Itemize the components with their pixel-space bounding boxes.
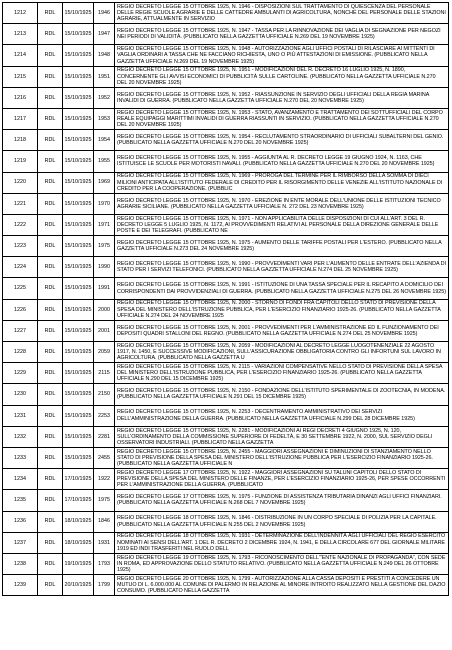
decree-type-cell: RDL xyxy=(38,363,63,384)
decree-description-text: REGIO DECRETO LEGGE 19 OTTOBRE 1925, N. 1793 - RICONOSCIMENTO DELL'"ENTE NAZIONALE DI PROPAGANDA", CON SEDE IN ROMA, ED APPROVAZIONE DELLO STATUTO RELATIVO. (PUBBLICATO NELLA GAZZETTA UFFICIALE N.249 DEL 26 OTTOBRE 1925) xyxy=(117,554,446,574)
decree-description-cell xyxy=(115,575,449,596)
table-row xyxy=(3,553,449,574)
decree-type-cell: RDL xyxy=(38,24,63,45)
decree-description-cell xyxy=(115,172,449,193)
table-row xyxy=(3,405,449,426)
decree-date-cell: 15/10/1925 xyxy=(63,405,94,426)
decree-description-text: REGIO DECRETO LEGGE 20 OTTOBRE 1925, N. 1799 - AUTORIZZAZIONE ALLA CASSA DEPOSITI E PRESTITI A CONCEDERE UN MUTUO DI L. 6.000.000 AL COMUNE DI PALERMO IN RELAZIONE AL MINORE INTROITO REALIZZATO NELLA GESTIONE DEL DAZIO CONSUMO. (PUBBLICATO NELLA GAZZETTA xyxy=(117,575,446,595)
decree-description-cell xyxy=(115,342,449,363)
decree-date-cell: 15/10/1925 xyxy=(63,236,94,257)
decree-description-text: REGIO DECRETO LEGGE 15 OTTOBRE 1925, N. 2253 - DECENTRAMENTO AMMINISTRATIVO DEI SERVIZI DELL'AMMINISTRAZIONE DELLA GUERRA. (PUBBLICATO NELLA GAZZETTA UFFICIALE N.299 DEL 28 DICEMBRE 1925) xyxy=(117,409,415,422)
table-row xyxy=(3,384,449,405)
table-row xyxy=(3,447,449,468)
decree-sequence-cell: 1971 xyxy=(94,214,115,235)
decree-date-cell: 15/10/1925 xyxy=(63,87,94,108)
decree-description-text: REGIO DECRETO LEGGE 15 OTTOBRE 1925, N. 2000 - STORNO DI FONDI FRA CAPITOLI DELLO STATO DI PREVISIONE DELLA SPESA DEL MINISTERO DELL'ISTRUZIONE PUBBLICA, PER L'ESERCIZIO FINANZIARIO 1925-26. (PUBBLICATO NELLA GAZZETTA UFFICIALE N.274 DEL 24 NOVEMBRE 1925 xyxy=(117,300,441,319)
table-row xyxy=(3,257,449,278)
decree-description-text: REGIO DECRETO LEGGE 15 OTTOBRE 1925, N. 2281 - MODIFICAZIONI AI REGI DECRETI 4 GIUGNO 1925, N. 120, SULL'ORDINAMENTO DELLA COMMISSIONE SUPERIORE DI FEDELTÀ, E 30 SETTEMBRE 1922, N. 2000, SUL SERVIZIO DEGLI OSSERVATORI INDUSTRIALI. (PUBBLICATO NELLA GAZZETTA xyxy=(117,427,433,446)
decree-description-text: REGIO DECRETO LEGGE 15 OTTOBRE 1925, N. 1969 - PROROGA DEL TERMINE PER IL RIMBORSO DELLA SOMMA DI DIECI MILIONI ANTICIPATA ALL'ISTITUTO FEDERALE DI CREDITO PER IL RISORGIMENTO DELLE VENEZIE ALL'ISTITUTO NAZIONALE DI CREDITO PER LA COOPERAZIONE. (PUBBLIC xyxy=(117,173,443,192)
decree-type-cell: RDL xyxy=(38,87,63,108)
decree-description-text: REGIO DECRETO LEGGE 15 OTTOBRE 1925, N. 1946 - DISPOSIZIONI SUL TRATTAMENTO DI QUIESCENZA DEL PERSONALE DELLE REGIE SCUOLE AGRARIE E DELLE CATTEDRE AMBULANTI DI AGRICOLTURA, NONCHÉ DEL PERSONALE DELLE STAZIONI AGRARIE, ATTUALMENTE IN SERVIZIO xyxy=(117,3,446,23)
decree-description-text: REGIO DECRETO LEGGE 15 OTTOBRE 1925, N. 1951 - MODIFICAZIONI DEL R. DECRETO 16 LUGLIO 1925, N. 1890, CONCERNENTE GLI AVVISI ECONOMICI DI PUBBLICITÀ SULLE CARTOLINE. (PUBBLICATO NELLA GAZZETTA UFFICIALE N.270 DEL 20 NOVEMBRE 1925) xyxy=(117,67,436,86)
decree-description-text: REGIO DECRETO LEGGE 15 OTTOBRE 1925, N. 1955 - AGGIUNTA AL R. DECRETO LEGGE 19 GIUGNO 1924, N. 1163, CHE ISTITUISCE LE SCUOLE PER MOTORISTI NAVALI. (PUBBLICATO NELLA GAZZETTA UFFICIALE N.270 DEL 20 NOVEMBRE 1925) xyxy=(117,155,435,168)
decree-sequence-cell: 1955 xyxy=(94,151,115,172)
decree-description-cell xyxy=(115,405,449,426)
decree-number-cell: 1216 xyxy=(3,87,38,108)
decree-description-cell xyxy=(115,87,449,108)
decree-date-cell: 15/10/1925 xyxy=(63,45,94,66)
decree-type-cell: RDL xyxy=(38,45,63,66)
decree-description-cell xyxy=(115,45,449,66)
decree-sequence-cell: 2455 xyxy=(94,447,115,468)
decree-registry-table xyxy=(2,2,449,596)
table-row xyxy=(3,342,449,363)
table-row xyxy=(3,193,449,214)
decree-type-cell: RDL xyxy=(38,405,63,426)
decree-type-cell: RDL xyxy=(38,469,63,490)
decree-description-cell xyxy=(115,532,449,553)
decree-sequence-cell: 1991 xyxy=(94,278,115,299)
decree-description-cell xyxy=(115,469,449,490)
table-row xyxy=(3,130,449,151)
decree-sequence-cell: 1793 xyxy=(94,553,115,574)
decree-type-cell: RDL xyxy=(38,342,63,363)
decree-number-cell: 1236 xyxy=(3,511,38,532)
table-row xyxy=(3,320,449,341)
decree-description-cell xyxy=(115,151,449,172)
decree-type-cell: RDL xyxy=(38,553,63,574)
decree-description-cell xyxy=(115,214,449,235)
decree-sequence-cell: 2115 xyxy=(94,363,115,384)
decree-description-text: REGIO DECRETO LEGGE 15 OTTOBRE 1925, N. 2150 - FONDAZIONE DELL'ISTITUTO SPERIMENTALE DI ZOOTECNIA, IN MODENA. (PUBBLICATO NELLA GAZZETTA UFFICIALE N.291 DEL 15 DICEMBRE 1925) xyxy=(117,388,446,401)
decree-sequence-cell: 1953 xyxy=(94,108,115,129)
decree-date-cell: 15/10/1925 xyxy=(63,342,94,363)
decree-number-cell: 1226 xyxy=(3,299,38,320)
decree-description-text: REGIO DECRETO LEGGE 15 OTTOBRE 1925, N. 1953 - STATO, AVANZAMENTO E TRATTAMENTO DEI SOTTUFFICIALI DEL CORPO REALE EQUIPAGGI MARITTIMI INVALIDI DI GUERRA RIASSUNTI IN SERVIZIO. (PUBBLICATO NELLA GAZZETTA UFFICIALE N.270 DEL 20 NOVEMBRE 1925) xyxy=(117,109,443,129)
decree-number-cell: 1214 xyxy=(3,45,38,66)
decree-type-cell: RDL xyxy=(38,384,63,405)
decree-type-cell: RDL xyxy=(38,511,63,532)
table-row xyxy=(3,108,449,129)
decree-sequence-cell: 1990 xyxy=(94,257,115,278)
decree-description-cell xyxy=(115,511,449,532)
decree-sequence-cell: 2059 xyxy=(94,342,115,363)
decree-date-cell: 15/10/1925 xyxy=(63,384,94,405)
decree-description-cell xyxy=(115,236,449,257)
table-row xyxy=(3,236,449,257)
decree-number-cell: 1227 xyxy=(3,320,38,341)
decree-number-cell: 1225 xyxy=(3,278,38,299)
decree-date-cell: 15/10/1925 xyxy=(63,172,94,193)
decree-description-cell xyxy=(115,426,449,447)
decree-date-cell: 15/10/1925 xyxy=(63,24,94,45)
decree-description-text: REGIO DECRETO LEGGE 15 OTTOBRE 1925, N. 2115 - VARIAZIONI COMPENSATIVE NELLO STATO DI PREVISIONE DELLA SPESA DEL MINISTERO DELL'ISTRUZIONE PUBBLICA, PER L'ESERCIZIO FINANZIARIO 1925-26. (PUBBLICATO NELLA GAZZETTA UFFICIALE N.290 DEL 15 DICEMBRE 1925) xyxy=(117,363,443,383)
decree-description-cell xyxy=(115,299,449,320)
decree-type-cell: RDL xyxy=(38,299,63,320)
decree-sequence-cell: 1946 xyxy=(94,3,115,24)
table-row xyxy=(3,214,449,235)
decree-description-text: REGIO DECRETO LEGGE 17 OTTOBRE 1925, N. 1975 - FUNZIONE DI ASSISTENZA TRIBUTARIA DINANZI AGLI UFFICI FINANZIARI. (PUBBLICATO NELLA GAZZETTA UFFICIALE N.268 DEL 7 NOVEMBRE 1925) xyxy=(117,494,442,507)
decree-description-cell xyxy=(115,193,449,214)
decree-number-cell: 1212 xyxy=(3,3,38,24)
decree-sequence-cell: 2253 xyxy=(94,405,115,426)
decree-rows xyxy=(3,3,449,596)
decree-sequence-cell: 2150 xyxy=(94,384,115,405)
decree-date-cell: 17/10/1925 xyxy=(63,469,94,490)
decree-date-cell: 15/10/1925 xyxy=(63,257,94,278)
decree-date-cell: 15/10/1925 xyxy=(63,426,94,447)
decree-sequence-cell: 2000 xyxy=(94,299,115,320)
decree-number-cell: 1221 xyxy=(3,193,38,214)
decree-type-cell: RDL xyxy=(38,532,63,553)
table-row xyxy=(3,172,449,193)
table-row xyxy=(3,575,449,596)
decree-type-cell: RDL xyxy=(38,278,63,299)
table-row xyxy=(3,363,449,384)
table-row xyxy=(3,299,449,320)
table-row xyxy=(3,45,449,66)
table-row xyxy=(3,87,449,108)
decree-sequence-cell: 1954 xyxy=(94,130,115,151)
decree-date-cell: 18/10/1925 xyxy=(63,532,94,553)
decree-description-text: REGIO DECRETO LEGGE 15 OTTOBRE 1925, N. 2059 - MODIFICAZIONI AL DECRETO LEGGE LUOGOTENENZIALE 22 AGOSTO 1917, N. 1450, E SUCCESSIVE MODIFICAZIONI, SULL'ASSICURAZIONE OBBLIGATORIA CONTRO GLI INFORTUNI SUL LAVORO IN AGRICOLTURA. (PUBBLICATO NELLA GAZZETTA U xyxy=(117,342,441,362)
table-row xyxy=(3,426,449,447)
decree-type-cell: RDL xyxy=(38,66,63,87)
decree-number-cell: 1213 xyxy=(3,24,38,45)
decree-sequence-cell: 1975 xyxy=(94,236,115,257)
decree-date-cell: 19/10/1925 xyxy=(63,553,94,574)
decree-number-cell: 1229 xyxy=(3,363,38,384)
decree-type-cell: RDL xyxy=(38,3,63,24)
table-row xyxy=(3,151,449,172)
decree-date-cell: 18/10/1925 xyxy=(63,511,94,532)
decree-sequence-cell: 1931 xyxy=(94,532,115,553)
decree-description-text: REGIO DECRETO LEGGE 18 OTTOBRE 1925, N. 1931 - DETERMINAZIONE DELL'INDENNITÀ AGLI UFFICIALI DEL REGIO ESERCITO NOMINATI AI SENSI DELL'ART. 1 DEL R. DECRETO 2 DICEMBRE 1924, N. 1941, E DELLA CIRCOLARE 677 DEL GIORNALE MILITARE 1919 ED INDI TRASFERITI NEL RUOLO DELL xyxy=(117,533,446,552)
decree-date-cell: 15/10/1925 xyxy=(63,447,94,468)
decree-sequence-cell: 1975 xyxy=(94,490,115,511)
decree-date-cell: 15/10/1925 xyxy=(63,151,94,172)
decree-number-cell: 1215 xyxy=(3,66,38,87)
table-row xyxy=(3,490,449,511)
decree-number-cell: 1239 xyxy=(3,575,38,596)
decree-type-cell: RDL xyxy=(38,236,63,257)
table-row xyxy=(3,278,449,299)
decree-date-cell: 15/10/1925 xyxy=(63,363,94,384)
table-row xyxy=(3,532,449,553)
decree-description-cell xyxy=(115,490,449,511)
table-row xyxy=(3,469,449,490)
decree-description-text: REGIO DECRETO LEGGE 15 OTTOBRE 1925, N. 1954 - RECLUTAMENTO STRAORDINARIO DI UFFICIALI SUBALTERNI DEL GENIO. (PUBBLICATO NELLA GAZZETTA UFFICIALE N.270 DEL 20 NOVEMBRE 1925) xyxy=(117,134,444,147)
decree-sequence-cell: 1948 xyxy=(94,45,115,66)
decree-description-cell xyxy=(115,24,449,45)
decree-date-cell: 15/10/1925 xyxy=(63,66,94,87)
decree-sequence-cell: 1969 xyxy=(94,172,115,193)
decree-number-cell: 1238 xyxy=(3,553,38,574)
decree-type-cell: RDL xyxy=(38,130,63,151)
table-row xyxy=(3,66,449,87)
decree-date-cell: 15/10/1925 xyxy=(63,320,94,341)
decree-number-cell: 1234 xyxy=(3,469,38,490)
decree-type-cell: RDL xyxy=(38,193,63,214)
table-row xyxy=(3,24,449,45)
decree-type-cell: RDL xyxy=(38,257,63,278)
decree-number-cell: 1222 xyxy=(3,214,38,235)
decree-description-cell xyxy=(115,363,449,384)
decree-description-cell xyxy=(115,384,449,405)
decree-description-cell xyxy=(115,447,449,468)
decree-description-text: REGIO DECRETO LEGGE 15 OTTOBRE 1925, N. 1990 - PROVVEDIMENTI VARI PER L'AUMENTO DELLE ENTRATE DELL'AZIENDA DI STATO PER I SERVIZI TELEFONICI. (PUBBLICATO NELLA GAZZETTA UFFICIALE N.274 DEL 25 NOVEMBRE 1925) xyxy=(117,261,446,274)
decree-date-cell: 15/10/1925 xyxy=(63,108,94,129)
decree-description-cell xyxy=(115,278,449,299)
decree-sequence-cell: 1952 xyxy=(94,87,115,108)
decree-number-cell: 1231 xyxy=(3,405,38,426)
decree-number-cell: 1224 xyxy=(3,257,38,278)
decree-date-cell: 20/10/1925 xyxy=(63,575,94,596)
decree-description-cell xyxy=(115,130,449,151)
decree-type-cell: RDL xyxy=(38,426,63,447)
decree-number-cell: 1218 xyxy=(3,130,38,151)
decree-type-cell: RDL xyxy=(38,447,63,468)
decree-description-text: REGIO DECRETO LEGGE 15 OTTOBRE 1925, N. 1947 - TASSA PER LA RINNOVAZIONE DEI VAGLIA DI SEGNAZIONE PER NEGOZI NEI PERIODI DI VALIDITÀ. (PUBBLICATO NELLA GAZZETTA UFFICIALE N.269 DEL 19 NOVEMBRE 1925) xyxy=(117,28,441,41)
decree-type-cell: RDL xyxy=(38,172,63,193)
table-row xyxy=(3,511,449,532)
decree-sequence-cell: 1799 xyxy=(94,575,115,596)
decree-type-cell: RDL xyxy=(38,151,63,172)
decree-date-cell: 15/10/1925 xyxy=(63,3,94,24)
decree-description-text: REGIO DECRETO LEGGE 15 OTTOBRE 1925, N. 1975 - AUMENTO DELLE TARIFFE POSTALI PER L'ESTERO. (PUBBLICATO NELLA GAZZETTA UFFICIALE N.273 DEL 24 NOVEMBRE 1925) xyxy=(117,239,442,253)
decree-type-cell: RDL xyxy=(38,214,63,235)
decree-number-cell: 1233 xyxy=(3,447,38,468)
decree-type-cell: RDL xyxy=(38,575,63,596)
decree-description-text: REGIO DECRETO LEGGE 15 OTTOBRE 1925, N. 2001 - PROVVEDIMENTI PER L'AMMINISTRAZIONE ED IL FUNZIONAMENTO DEI DEPOSITI QUADRI STALLONI DEL REGNO. (PUBBLICATO NELLA GAZZETTA UFFICIALE N.274 DEL 25 NOVEMBRE 1925) xyxy=(117,324,439,337)
decree-date-cell: 15/10/1925 xyxy=(63,299,94,320)
decree-number-cell: 1230 xyxy=(3,384,38,405)
decree-number-cell: 1235 xyxy=(3,490,38,511)
decree-sequence-cell: 1947 xyxy=(94,24,115,45)
decree-date-cell: 15/10/1925 xyxy=(63,130,94,151)
decree-type-cell: RDL xyxy=(38,108,63,129)
decree-description-cell xyxy=(115,320,449,341)
decree-description-text: REGIO DECRETO LEGGE 15 OTTOBRE 1925, N. 1970 - EREZIONE IN ENTE MORALE DELL'UNIONE DELLE ISTITUZIONI TECNICO AGRARIE SICILIANE. (PUBBLICATO NELLA GAZZETTA UFFICIALE N. 272 DEL 23 NOVEMBRE 1925) xyxy=(117,197,441,210)
decree-type-cell: RDL xyxy=(38,490,63,511)
decree-description-cell xyxy=(115,108,449,129)
decree-number-cell: 1228 xyxy=(3,342,38,363)
decree-date-cell: 15/10/1925 xyxy=(63,193,94,214)
decree-sequence-cell: 2281 xyxy=(94,426,115,447)
decree-number-cell: 1223 xyxy=(3,236,38,257)
decree-date-cell: 17/10/1925 xyxy=(63,490,94,511)
decree-sequence-cell: 1951 xyxy=(94,66,115,87)
decree-description-text: REGIO DECRETO LEGGE 15 OTTOBRE 1925, N. 1948 - AUTORIZZAZIONE AGLI UFFICI POSTALI DI RILASCIARE AI MITTENTI DI VAGLIA ORDINARI A TASSA CHE NE FACCIANO RICHIESTA, UNO O PIÙ ATTESTAZIONI DI EMISSIONE. (PUBBLICATO NELLA GAZZETTA UFFICIALE N.269 DEL 19 NOVEMBRE 1925) xyxy=(117,46,435,65)
decree-description-text: REGIO DECRETO LEGGE 18 OTTOBRE 1925, N. 1846 - DISTRIBUZIONE IN UN CORPO SPECIALE DI POLIZIA PER LA CAPITALE. (PUBBLICATO NELLA GAZZETTA UFFICIALE N.255 DEL 2 NOVEMBRE 1925) xyxy=(117,515,437,528)
decree-type-cell: RDL xyxy=(38,320,63,341)
decree-sequence-cell: 1846 xyxy=(94,511,115,532)
decree-description-cell xyxy=(115,3,449,24)
decree-date-cell: 15/10/1925 xyxy=(63,278,94,299)
decree-number-cell: 1217 xyxy=(3,108,38,129)
decree-description-cell xyxy=(115,553,449,574)
decree-description-text: REGIO DECRETO LEGGE 17 OTTOBRE 1925, N. 1922 - MAGGIORI ASSEGNAZIONI SU TALUNI CAPITOLI DELLO STATO DI PREVISIONE DELLA SPESA DEL MINISTERO DELLE FINANZE, PER L'ESERCIZIO FINANZIARIO 1925-26, PER SPESE OCCORRENTI PER L'AMMINISTRAZIONE DELLA GUERRA. (PUBBLICATO xyxy=(117,469,446,489)
decree-description-text: REGIO DECRETO LEGGE 15 OTTOBRE 1925, N. 1971 - NON APPLICABILITÀ DELLE DISPOSIZIONI DI CUI ALL'ART. 3 DEL R. DECRETO LEGGE 5 LUGLIO 1925, N. 1172, AI PROVVEDIMENTI RELATIVI AL PERSONALE DELLA DIREZIONE GENERALE DELLE POSTE E DEI TELEGRAFI. (PUBBLICATO NE xyxy=(117,215,439,235)
decree-number-cell: 1232 xyxy=(3,426,38,447)
decree-sequence-cell: 1970 xyxy=(94,193,115,214)
decree-number-cell: 1220 xyxy=(3,172,38,193)
decree-sequence-cell: 2001 xyxy=(94,320,115,341)
decree-number-cell: 1219 xyxy=(3,151,38,172)
decree-description-text: REGIO DECRETO LEGGE 15 OTTOBRE 1925, N. 1991 - ISTITUZIONE DI UNA TASSA SPECIALE PER IL RECAPITO A DOMICILIO DEI CORRISPONDENTI DAI PROVVIDENZIALI DI GUERRA. (PUBBLICATO NELLA GAZZETTA UFFICIALE N.275 DEL 26 NOVEMBRE 1925) xyxy=(117,282,446,295)
decree-description-cell xyxy=(115,257,449,278)
decree-sequence-cell: 1922 xyxy=(94,469,115,490)
decree-date-cell: 15/10/1925 xyxy=(63,214,94,235)
decree-number-cell: 1237 xyxy=(3,532,38,553)
decree-description-text: REGIO DECRETO LEGGE 15 OTTOBRE 1925, N. 1952 - RIASSUNZIONE IN SERVIZIO DEGLI UFFICIALI DELLA REGIA MARINA INVALIDI DI GUERRA. (PUBBLICATO NELLA GAZZETTA UFFICIALE N.270 DEL 20 NOVEMBRE 1925) xyxy=(117,91,429,104)
decree-description-cell xyxy=(115,66,449,87)
decree-description-text: REGIO DECRETO LEGGE 15 OTTOBRE 1925, N. 2455 - MAGGIORI ASSEGNAZIONI E DIMINUZIONI DI STANZIAMENTO NELLO STATO DI PREVISIONE DELLA SPESA DEL MINISTERO DELL'ISTRUZIONE PUBBLICA PER L'ESERCIZIO FINANZIARIO 1925-26. (PUBBLICATO NELLA GAZZETTA UFFICIALE N xyxy=(117,448,433,468)
table-row xyxy=(3,3,449,24)
